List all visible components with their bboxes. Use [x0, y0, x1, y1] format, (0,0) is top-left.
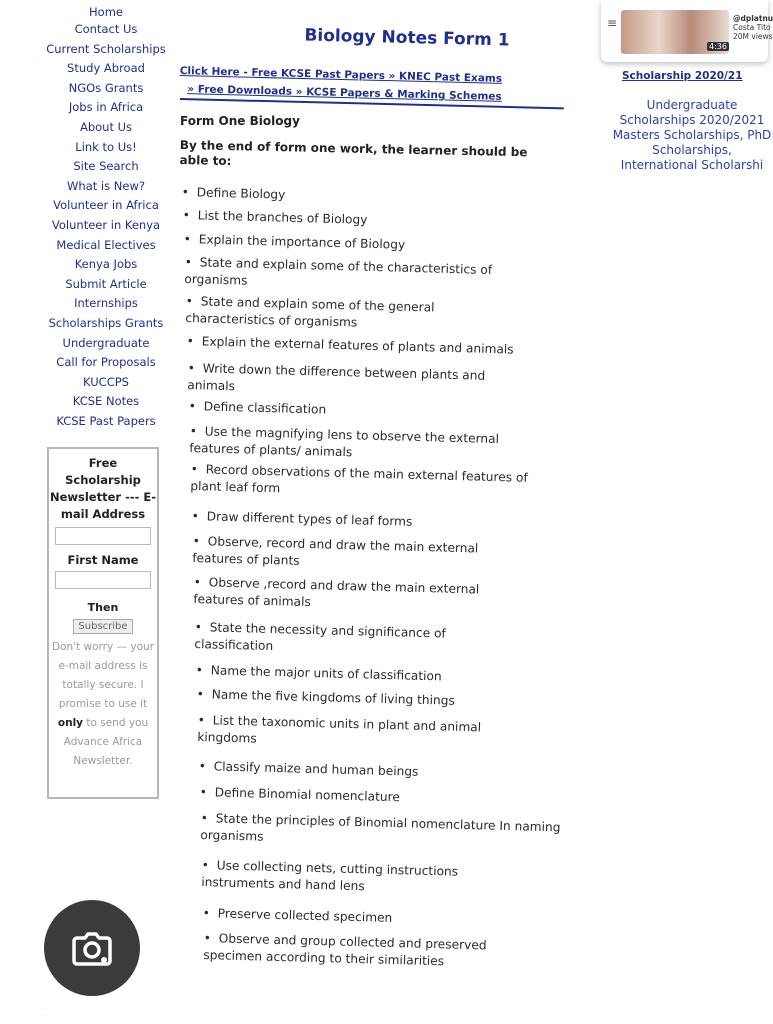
list-item: • List the branches of Biology	[182, 207, 368, 227]
list-item: • Explain the importance of Biology	[183, 231, 406, 252]
list-item: • Use collecting nets, cutting instructions instruments and hand lens	[201, 857, 459, 893]
video-channel: @dplatnu	[733, 14, 773, 23]
google-lens-icon[interactable]	[44, 900, 140, 996]
list-item: • Define classification	[188, 398, 327, 417]
nav-link-ngos-grants[interactable]: NGOs Grants	[68, 80, 144, 95]
left-nav	[40, 6, 172, 431]
then-label: Then	[87, 601, 119, 614]
menu-icon[interactable]: ≡	[607, 16, 618, 30]
newsletter-privacy-note	[49, 638, 157, 771]
nav-link-current-scholarships[interactable]: Current Scholarships	[46, 41, 166, 56]
nav-link-site-search[interactable]: Site Search	[73, 159, 139, 174]
nav-link-kcse-past-papers[interactable]: KCSE Past Papers	[56, 413, 156, 428]
list-item: • State and explain some of the characteristics of organisms	[184, 254, 493, 288]
list-item: • Record observations of the main external features of plant leaf form	[190, 461, 528, 495]
nav-link-internships[interactable]: Internships	[74, 296, 138, 311]
list-item: • State and explain some of the general characteristics of organisms	[185, 293, 435, 329]
nav-link-medical-electives[interactable]: Medical Electives	[56, 237, 156, 252]
list-item: • State the principles of Binomial nomenclature In naming organisms	[200, 810, 561, 844]
scholarship-links[interactable]: Undergraduate Scholarships 2020/2021 Masters Scholarships, PhD Scholarships, International Scholarshi	[612, 98, 772, 172]
list-item: • List the taxonomic units in plant and animal kingdoms	[197, 712, 482, 746]
newsletter-title: Free Scholarship Newsletter --- E-mail Address	[49, 456, 157, 521]
nav-link-contact-us[interactable]: Contact Us	[74, 22, 138, 36]
email-field[interactable]	[55, 527, 151, 545]
list-item: • Draw different types of leaf forms	[191, 508, 413, 529]
list-item: • Observe, record and draw the main external features of plants	[192, 533, 479, 568]
nav-link-kenya-jobs[interactable]: Kenya Jobs	[74, 257, 138, 272]
nav-link-submit-article[interactable]: Submit Article	[65, 276, 147, 291]
list-item: • Write down the difference between plants and animals	[187, 360, 486, 393]
list-item: • Observe and group collected and preserved specimen according to their similarities	[203, 930, 487, 968]
list-item: • Define Biology	[181, 184, 286, 202]
nav-link-call-for-proposals[interactable]: Call for Proposals	[56, 355, 156, 370]
page-dot: ˙	[40, 1008, 44, 1017]
video-subtitle: Costa Tito	[733, 23, 771, 32]
list-item: • Define Binomial nomenclature	[199, 784, 400, 805]
nav-link-volunteer-africa[interactable]: Volunteer in Africa	[53, 198, 159, 213]
privacy-note-end: to send you Advance Africa Newsletter.	[63, 717, 149, 767]
first-name-field[interactable]	[55, 571, 151, 589]
nav-link-kcse-notes[interactable]: KCSE Notes	[72, 394, 140, 409]
video-duration: 4:36	[709, 42, 727, 51]
nav-link-jobs-in-africa[interactable]: Jobs in Africa	[68, 100, 144, 115]
camera-search-icon	[69, 928, 115, 968]
list-item: • Preserve collected specimen	[202, 905, 393, 925]
video-channel-info	[733, 14, 773, 41]
nav-link-study-abroad[interactable]: Study Abroad	[67, 61, 145, 76]
nav-link-scholarships-grants[interactable]: Scholarships Grants	[48, 315, 164, 330]
list-item: • Name the five kingdoms of living things	[196, 686, 456, 708]
privacy-note-text: Don't worry — your e-mail address is totally secure. I promise to use it	[52, 641, 154, 710]
list-item: • Explain the external features of plants and animals	[186, 333, 514, 357]
objectives-intro: By the end of form one work, the learner should be able to:	[179, 138, 528, 169]
nav-link-what-is-new[interactable]: What is New?	[67, 178, 145, 193]
subscribe-button[interactable]: Subscribe	[73, 619, 132, 634]
nav-link-volunteer-kenya[interactable]: Volunteer in Kenya	[51, 217, 161, 232]
privacy-note-emphasis: only	[57, 717, 84, 729]
newsletter-signup-box	[47, 447, 159, 799]
list-item: • State the necessity and significance of classification	[194, 619, 446, 653]
section-heading: Form One Biology	[180, 114, 300, 128]
nav-link-undergraduate[interactable]: Undergraduate	[62, 335, 150, 350]
first-name-label: First Name	[67, 553, 139, 567]
page-title: Biology Notes Form 1	[304, 25, 510, 51]
list-item: • Use the magnifying lens to observe the external features of plants/ animals	[189, 423, 500, 459]
nav-link-kuccps[interactable]: KUCCPS	[83, 374, 129, 389]
list-item: • Observe ,record and draw the main external features of animals	[193, 574, 480, 609]
free-downloads-link[interactable]: » Free Downloads » KCSE Papers & Marking Schemes	[187, 83, 502, 103]
past-papers-link[interactable]: Click Here - Free KCSE Past Papers » KNEC Past Exams	[179, 64, 503, 85]
scholarship-heading-link[interactable]: Scholarship 2020/21	[622, 70, 743, 82]
nav-link-about-us[interactable]: About Us	[79, 119, 133, 134]
list-item: • Name the major units of classification	[195, 662, 442, 684]
nav-link-link-to-us[interactable]: Link to Us!	[75, 139, 137, 154]
nav-link-home[interactable]: Home	[89, 5, 123, 19]
video-ad-card[interactable]	[601, 0, 773, 62]
video-views: 20M views	[733, 32, 773, 41]
list-item: • Classify maize and human beings	[198, 758, 419, 779]
